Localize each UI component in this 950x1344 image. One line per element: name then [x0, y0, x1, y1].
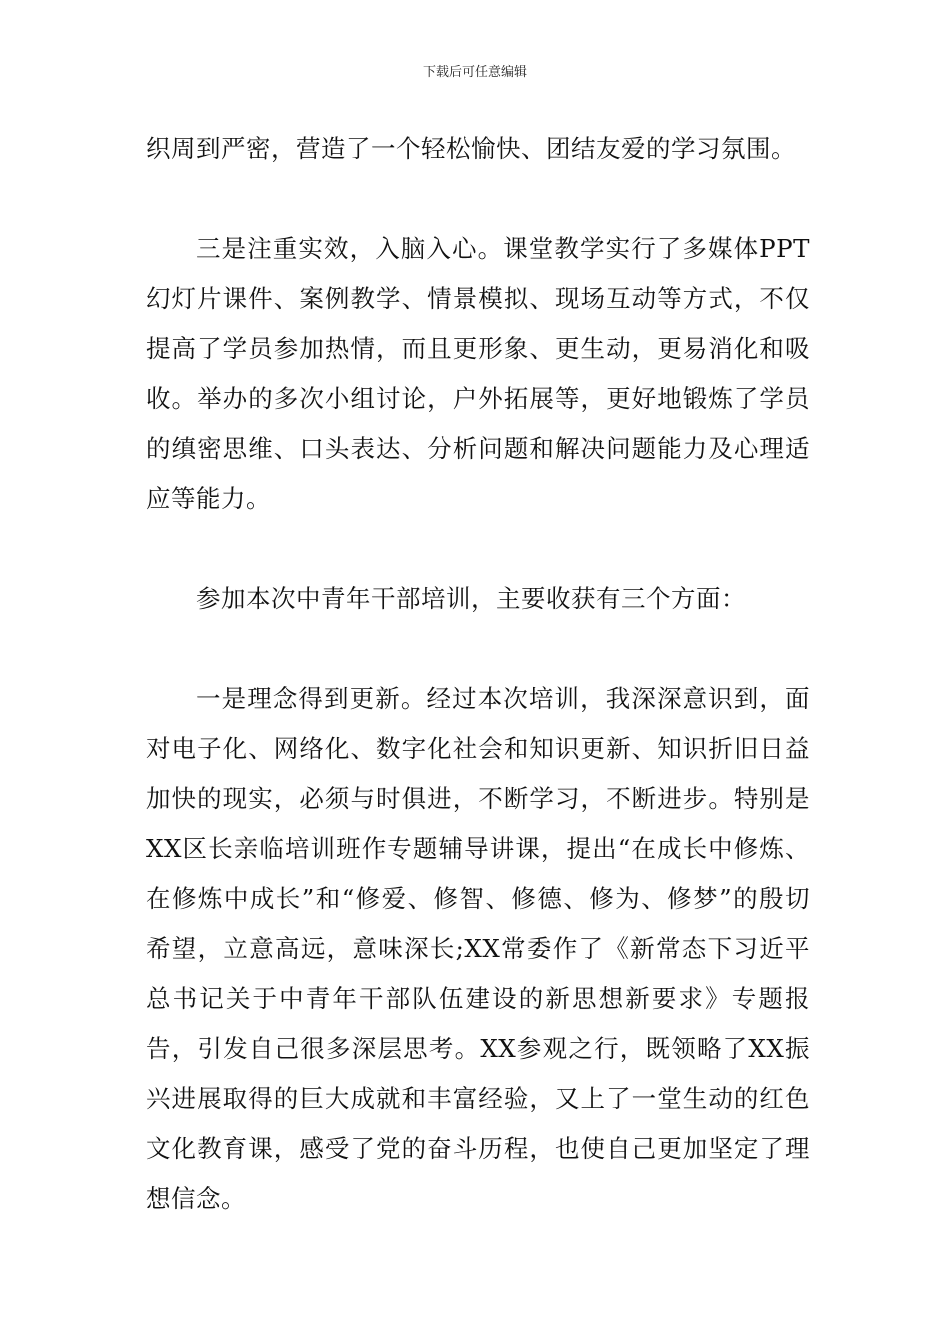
document-body [146, 124, 810, 1224]
paragraph-3: 参加本次中青年干部培训，主要收获有三个方面： [196, 584, 746, 613]
paragraph-spacer [146, 174, 810, 224]
paragraph-4: 一是理念得到更新。经过本次培训，我深深意识到，面对电子化、网络化、数字化社会和知识更新、知识折旧日益加快的现实，必须与时俱进，不断学习，不断进步。特别是XX区长亲临培训班作专题辅导讲课，提出“在成长中修炼、在修炼中成长”和“修爱、修智、修德、修为、修梦”的殷切希望，立意高远，意味深长;XX常委作了《新常态下习近平总书记关于中青年干部队伍建设的新思想新要求》专题报告，引发自己很多深层思考。XX参观之行，既领略了XX振兴进展取得的巨大成就和丰富经验，又上了一堂生动的红色文化教育课，感受了党的奋斗历程，也使自己更加坚定了理想信念。 [146, 684, 810, 1213]
paragraph-2: 三是注重实效，入脑入心。课堂教学实行了多媒体PPT幻灯片课件、案例教学、情景模拟、现场互动等方式，不仅提高了学员参加热情，而且更形象、更生动，更易消化和吸收。举办的多次小组讨论，户外拓展等，更好地锻炼了学员的缜密思维、口头表达、分析问题和解决问题能力及心理适应等能力。 [146, 234, 810, 513]
page-header: 下载后可任意编辑 [422, 65, 527, 80]
paragraph-spacer [146, 524, 810, 574]
paragraph-spacer [146, 624, 810, 674]
paragraph-1: 织周到严密，营造了一个轻松愉快、团结友爱的学习氛围。 [146, 134, 796, 163]
